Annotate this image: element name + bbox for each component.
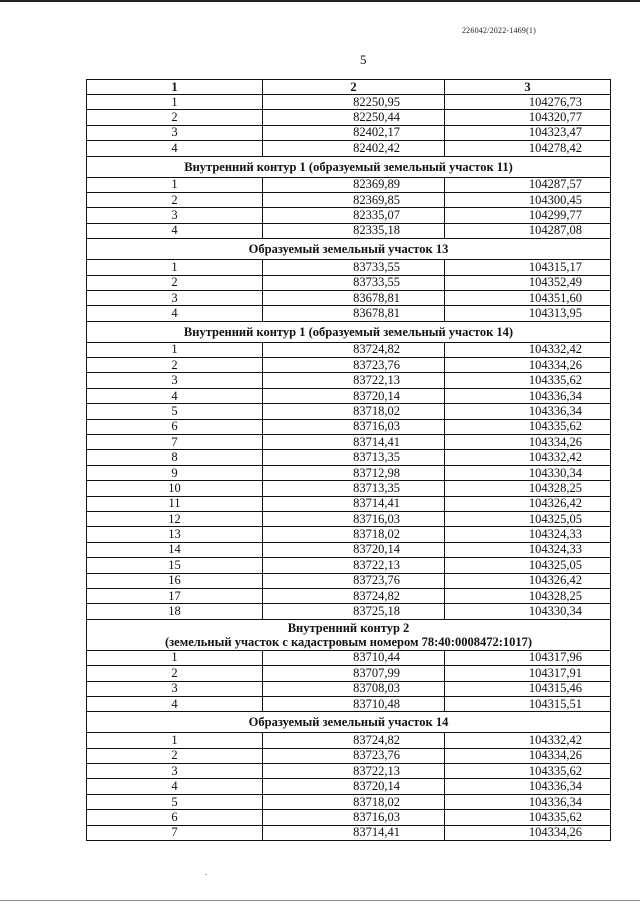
- table-row: [87, 275, 611, 290]
- y-coordinate-cell: 104332,42: [445, 450, 611, 465]
- y-coordinate-cell: 104332,42: [445, 733, 611, 748]
- y-coordinate-cell: 104336,34: [445, 388, 611, 403]
- point-number-cell: 16: [87, 573, 263, 588]
- x-coordinate-cell: 83724,82: [263, 733, 445, 748]
- y-coordinate-cell: 104326,42: [445, 573, 611, 588]
- y-coordinate-cell: 104287,08: [445, 223, 611, 238]
- point-number-cell: 3: [87, 290, 263, 305]
- table-row: [87, 358, 611, 373]
- table-row: [87, 573, 611, 588]
- point-number-cell: 9: [87, 465, 263, 480]
- x-coordinate-cell: 83722,13: [263, 373, 445, 388]
- x-coordinate-cell: 83720,14: [263, 542, 445, 557]
- table-row: [87, 373, 611, 388]
- table-row: [87, 192, 611, 207]
- x-coordinate-cell: 83710,44: [263, 650, 445, 665]
- point-number-cell: 17: [87, 588, 263, 603]
- table-row: [87, 733, 611, 748]
- point-number-cell: 3: [87, 125, 263, 140]
- section-row: [87, 619, 611, 650]
- table-row: [87, 435, 611, 450]
- point-number-cell: 8: [87, 450, 263, 465]
- section-title: Образуемый земельный участок 14: [87, 712, 611, 733]
- y-coordinate-cell: 104328,25: [445, 481, 611, 496]
- x-coordinate-cell: 83724,82: [263, 342, 445, 357]
- x-coordinate-cell: 82335,07: [263, 208, 445, 223]
- x-coordinate-cell: 83720,14: [263, 388, 445, 403]
- section-subtitle: (земельный участок с кадастровым номером 78:40:0008472:1017): [164, 634, 533, 649]
- x-coordinate-cell: 83733,55: [263, 275, 445, 290]
- point-number-cell: 1: [87, 260, 263, 275]
- x-coordinate-cell: 83678,81: [263, 290, 445, 305]
- x-coordinate-cell: 83718,02: [263, 794, 445, 809]
- point-number-cell: 3: [87, 681, 263, 696]
- x-coordinate-cell: 83722,13: [263, 558, 445, 573]
- y-coordinate-cell: 104325,05: [445, 511, 611, 526]
- y-coordinate-cell: 104335,62: [445, 373, 611, 388]
- y-coordinate-cell: 104315,51: [445, 696, 611, 711]
- table-row: [87, 223, 611, 238]
- point-number-cell: 2: [87, 192, 263, 207]
- point-number-cell: 1: [87, 95, 263, 110]
- x-coordinate-cell: 83710,48: [263, 696, 445, 711]
- table-row: [87, 125, 611, 140]
- coordinates-table-body: [87, 80, 611, 841]
- table-row: [87, 177, 611, 192]
- section-title: Внутренний контур 2: [287, 620, 410, 635]
- x-coordinate-cell: 83733,55: [263, 260, 445, 275]
- y-coordinate-cell: 104317,91: [445, 666, 611, 681]
- table-row: [87, 260, 611, 275]
- x-coordinate-cell: 82250,44: [263, 110, 445, 125]
- x-coordinate-cell: 83712,98: [263, 465, 445, 480]
- x-coordinate-cell: 83725,18: [263, 604, 445, 619]
- y-coordinate-cell: 104328,25: [445, 588, 611, 603]
- y-coordinate-cell: 104278,42: [445, 141, 611, 156]
- bottom-border-line: [0, 900, 640, 901]
- x-coordinate-cell: 83723,76: [263, 358, 445, 373]
- x-coordinate-cell: 83716,03: [263, 810, 445, 825]
- y-coordinate-cell: 104320,77: [445, 110, 611, 125]
- table-row: [87, 825, 611, 840]
- y-coordinate-cell: 104335,62: [445, 764, 611, 779]
- y-coordinate-cell: 104317,96: [445, 650, 611, 665]
- table-row: [87, 404, 611, 419]
- x-coordinate-cell: 83714,41: [263, 496, 445, 511]
- table-row: [87, 110, 611, 125]
- section-cell: [87, 619, 611, 650]
- table-row: [87, 95, 611, 110]
- y-coordinate-cell: 104330,34: [445, 604, 611, 619]
- document-number: 226042/2022-1469(1): [461, 26, 536, 35]
- point-number-cell: 7: [87, 825, 263, 840]
- x-coordinate-cell: 83723,76: [263, 748, 445, 763]
- table-row: [87, 527, 611, 542]
- x-coordinate-cell: 82250,95: [263, 95, 445, 110]
- x-coordinate-cell: 83713,35: [263, 481, 445, 496]
- table-row: [87, 794, 611, 809]
- column-header-2: 2: [263, 80, 445, 95]
- table-row: [87, 588, 611, 603]
- table-row: [87, 511, 611, 526]
- section-row: [87, 156, 611, 177]
- point-number-cell: 4: [87, 223, 263, 238]
- y-coordinate-cell: 104300,45: [445, 192, 611, 207]
- x-coordinate-cell: 83708,03: [263, 681, 445, 696]
- point-number-cell: 4: [87, 779, 263, 794]
- table-row: [87, 764, 611, 779]
- x-coordinate-cell: 82335,18: [263, 223, 445, 238]
- point-number-cell: 12: [87, 511, 263, 526]
- table-row: [87, 208, 611, 223]
- table-row: [87, 542, 611, 557]
- x-coordinate-cell: 83724,82: [263, 588, 445, 603]
- x-coordinate-cell: 82369,89: [263, 177, 445, 192]
- table-row: [87, 342, 611, 357]
- point-number-cell: 5: [87, 404, 263, 419]
- point-number-cell: 18: [87, 604, 263, 619]
- point-number-cell: 2: [87, 275, 263, 290]
- point-number-cell: 1: [87, 733, 263, 748]
- table-row: [87, 558, 611, 573]
- point-number-cell: 10: [87, 481, 263, 496]
- point-number-cell: 1: [87, 342, 263, 357]
- table-row: [87, 666, 611, 681]
- y-coordinate-cell: 104287,57: [445, 177, 611, 192]
- x-coordinate-cell: 83678,81: [263, 306, 445, 321]
- x-coordinate-cell: 83714,41: [263, 435, 445, 450]
- y-coordinate-cell: 104335,62: [445, 810, 611, 825]
- point-number-cell: 3: [87, 764, 263, 779]
- y-coordinate-cell: 104313,95: [445, 306, 611, 321]
- section-row: [87, 239, 611, 260]
- point-number-cell: 4: [87, 306, 263, 321]
- table-row: [87, 290, 611, 305]
- point-number-cell: 2: [87, 748, 263, 763]
- table-row: [87, 141, 611, 156]
- table-row: [87, 681, 611, 696]
- table-row: [87, 496, 611, 511]
- column-header-1: 1: [87, 80, 263, 95]
- y-coordinate-cell: 104324,33: [445, 527, 611, 542]
- y-coordinate-cell: 104334,26: [445, 435, 611, 450]
- table-row: [87, 450, 611, 465]
- point-number-cell: 6: [87, 419, 263, 434]
- x-coordinate-cell: 83718,02: [263, 404, 445, 419]
- x-coordinate-cell: 83720,14: [263, 779, 445, 794]
- x-coordinate-cell: 83714,41: [263, 825, 445, 840]
- x-coordinate-cell: 83716,03: [263, 511, 445, 526]
- section-title: Внутренний контур 1 (образуемый земельный участок 11): [87, 156, 611, 177]
- point-number-cell: 7: [87, 435, 263, 450]
- section-row: [87, 712, 611, 733]
- table-row: [87, 748, 611, 763]
- point-number-cell: 3: [87, 373, 263, 388]
- x-coordinate-cell: 83716,03: [263, 419, 445, 434]
- point-number-cell: 13: [87, 527, 263, 542]
- point-number-cell: 1: [87, 177, 263, 192]
- section-row: [87, 321, 611, 342]
- x-coordinate-cell: 83707,99: [263, 666, 445, 681]
- y-coordinate-cell: 104336,34: [445, 794, 611, 809]
- y-coordinate-cell: 104332,42: [445, 342, 611, 357]
- y-coordinate-cell: 104299,77: [445, 208, 611, 223]
- table-row: [87, 810, 611, 825]
- point-number-cell: 3: [87, 208, 263, 223]
- y-coordinate-cell: 104323,47: [445, 125, 611, 140]
- x-coordinate-cell: 82369,85: [263, 192, 445, 207]
- y-coordinate-cell: 104336,34: [445, 779, 611, 794]
- point-number-cell: 4: [87, 696, 263, 711]
- table-row: [87, 604, 611, 619]
- point-number-cell: 6: [87, 810, 263, 825]
- point-number-cell: 14: [87, 542, 263, 557]
- table-row: [87, 481, 611, 496]
- table-row: [87, 388, 611, 403]
- point-number-cell: 15: [87, 558, 263, 573]
- column-header-3: 3: [445, 80, 611, 95]
- y-coordinate-cell: 104334,26: [445, 825, 611, 840]
- x-coordinate-cell: 82402,17: [263, 125, 445, 140]
- y-coordinate-cell: 104351,60: [445, 290, 611, 305]
- section-title: Внутренний контур 1 (образуемый земельный участок 14): [87, 321, 611, 342]
- table-header-row: [87, 80, 611, 95]
- x-coordinate-cell: 83713,35: [263, 450, 445, 465]
- y-coordinate-cell: 104326,42: [445, 496, 611, 511]
- y-coordinate-cell: 104336,34: [445, 404, 611, 419]
- y-coordinate-cell: 104334,26: [445, 358, 611, 373]
- point-number-cell: 2: [87, 358, 263, 373]
- point-number-cell: 4: [87, 141, 263, 156]
- page-number: 5: [360, 52, 367, 67]
- point-number-cell: 4: [87, 388, 263, 403]
- section-title: Образуемый земельный участок 13: [87, 239, 611, 260]
- point-number-cell: 2: [87, 110, 263, 125]
- y-coordinate-cell: 104335,62: [445, 419, 611, 434]
- point-number-cell: 11: [87, 496, 263, 511]
- x-coordinate-cell: 83722,13: [263, 764, 445, 779]
- x-coordinate-cell: 83723,76: [263, 573, 445, 588]
- table-row: [87, 650, 611, 665]
- y-coordinate-cell: 104324,33: [445, 542, 611, 557]
- y-coordinate-cell: 104325,05: [445, 558, 611, 573]
- y-coordinate-cell: 104352,49: [445, 275, 611, 290]
- point-number-cell: 1: [87, 650, 263, 665]
- table-row: [87, 465, 611, 480]
- y-coordinate-cell: 104276,73: [445, 95, 611, 110]
- y-coordinate-cell: 104330,34: [445, 465, 611, 480]
- footer-mark: .: [205, 868, 207, 877]
- x-coordinate-cell: 83718,02: [263, 527, 445, 542]
- point-number-cell: 2: [87, 666, 263, 681]
- point-number-cell: 5: [87, 794, 263, 809]
- y-coordinate-cell: 104334,26: [445, 748, 611, 763]
- coordinates-table: [86, 79, 611, 841]
- top-border-line: [0, 0, 640, 2]
- table-row: [87, 306, 611, 321]
- table-row: [87, 419, 611, 434]
- x-coordinate-cell: 82402,42: [263, 141, 445, 156]
- table-row: [87, 779, 611, 794]
- table-row: [87, 696, 611, 711]
- y-coordinate-cell: 104315,46: [445, 681, 611, 696]
- y-coordinate-cell: 104315,17: [445, 260, 611, 275]
